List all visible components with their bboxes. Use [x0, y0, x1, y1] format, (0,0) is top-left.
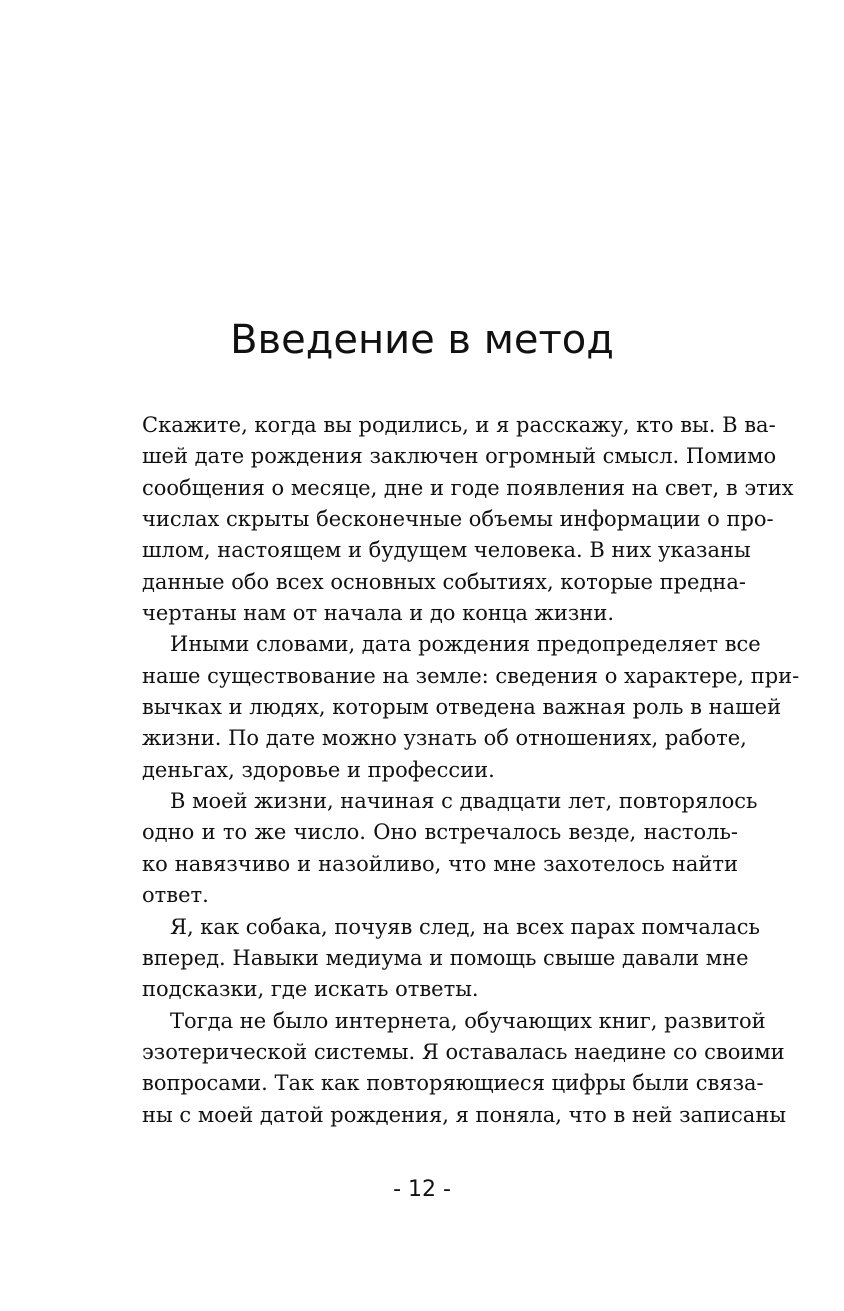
text-line: чертаны нам от начала и до конца жизни. — [142, 601, 615, 626]
text-line: подсказки, где искать ответы. — [142, 977, 479, 1002]
text-line: шей дате рождения заключен огромный смысл. Помимо — [142, 444, 777, 469]
text-line: Скажите, когда вы родились, и я расскажу, кто вы. В ва- — [142, 413, 776, 437]
text-line: ны с моей датой рождения, я поняла, что в ней записаны — [142, 1102, 787, 1127]
text-line: Тогда не было интернета, обучающих книг, развитой — [170, 1008, 766, 1033]
page-number: - 12 - — [393, 1177, 451, 1202]
text-line: Иными словами, дата рождения предопределяет все — [170, 632, 761, 657]
text-line: шлом, настоящем и будущем человека. В них указаны — [142, 538, 751, 563]
chapter-title: Введение в метод — [230, 317, 614, 363]
text-line: одно и то же число. Оно встречалось везде, настоль- — [142, 820, 738, 845]
text-line: В моей жизни, начиная с двадцати лет, повторялось — [170, 789, 758, 814]
text-line: деньгах, здоровье и профессии. — [142, 757, 495, 782]
text-line: сообщения о месяце, дне и годе появления на свет, в этих — [142, 475, 794, 500]
text-line: вопросами. Так как повторяющиеся цифры были связа- — [142, 1071, 764, 1096]
text-line: эзотерической системы. Я оставалась наедине со своими — [142, 1039, 785, 1064]
text-line: числах скрыты бесконечные объемы информации о про- — [142, 507, 774, 532]
text-line: наше существование на земле: сведения о характере, при- — [142, 663, 800, 688]
body-text — [142, 410, 800, 1131]
text-line: данные обо всех основных событиях, которые предна- — [142, 569, 747, 594]
text-line: вперед. Навыки медиума и помощь свыше давали мне — [142, 945, 749, 970]
text-line: Я, как собака, почуяв след, на всех парах помчалась — [170, 914, 760, 939]
text-line: ко навязчиво и назойливо, что мне захотелось найти — [142, 851, 738, 876]
text-line: жизни. По дате можно узнать об отношениях, работе, — [142, 726, 747, 751]
text-line: вычках и людях, которым отведена важная роль в нашей — [142, 695, 782, 720]
text-line: ответ. — [142, 883, 209, 908]
